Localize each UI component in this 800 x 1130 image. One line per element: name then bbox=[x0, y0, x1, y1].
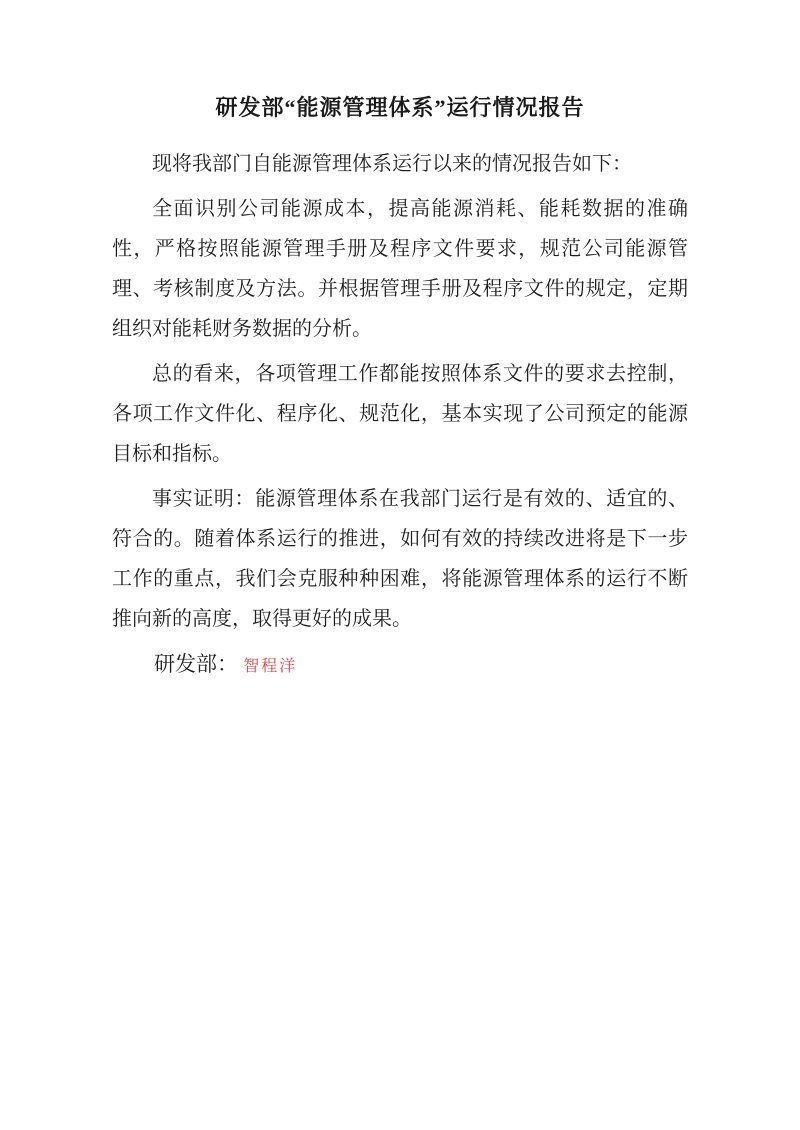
signature-name: 智程洋 bbox=[243, 658, 298, 675]
document-title: 研发部“能源管理体系”运行情况报告 bbox=[215, 95, 585, 120]
body-paragraph-overview: 总的看来，各项管理工作都能按照体系文件的要求去控制，各项工作文件化、程序化、规范化，基本实现了公司预定的能源目标和指标。 bbox=[112, 363, 688, 465]
body-paragraph-intro: 现将我部门自能源管理体系运行以来的情况报告如下： bbox=[152, 153, 632, 175]
body-paragraph-energy-cost: 全面识别公司能源成本，提高能源消耗、能耗数据的准确性，严格按照能源管理手册及程序文件要求，规范公司能源管理、考核制度及方法。并根据管理手册及程序文件的规定，定期组织对能耗财务数据的分析。 bbox=[112, 198, 688, 340]
signature-line bbox=[112, 644, 688, 687]
signature-label: 研发部： bbox=[154, 652, 238, 676]
body-paragraph-conclusion: 事实证明：能源管理体系在我部门运行是有效的、适宜的、符合的。随着体系运行的推进，如何有效的持续改进将是下一步工作的重点，我们会克服种种困难，将能源管理体系的运行不断推向新的高度，取得更好的成果。 bbox=[112, 488, 688, 630]
document-body bbox=[112, 144, 688, 687]
